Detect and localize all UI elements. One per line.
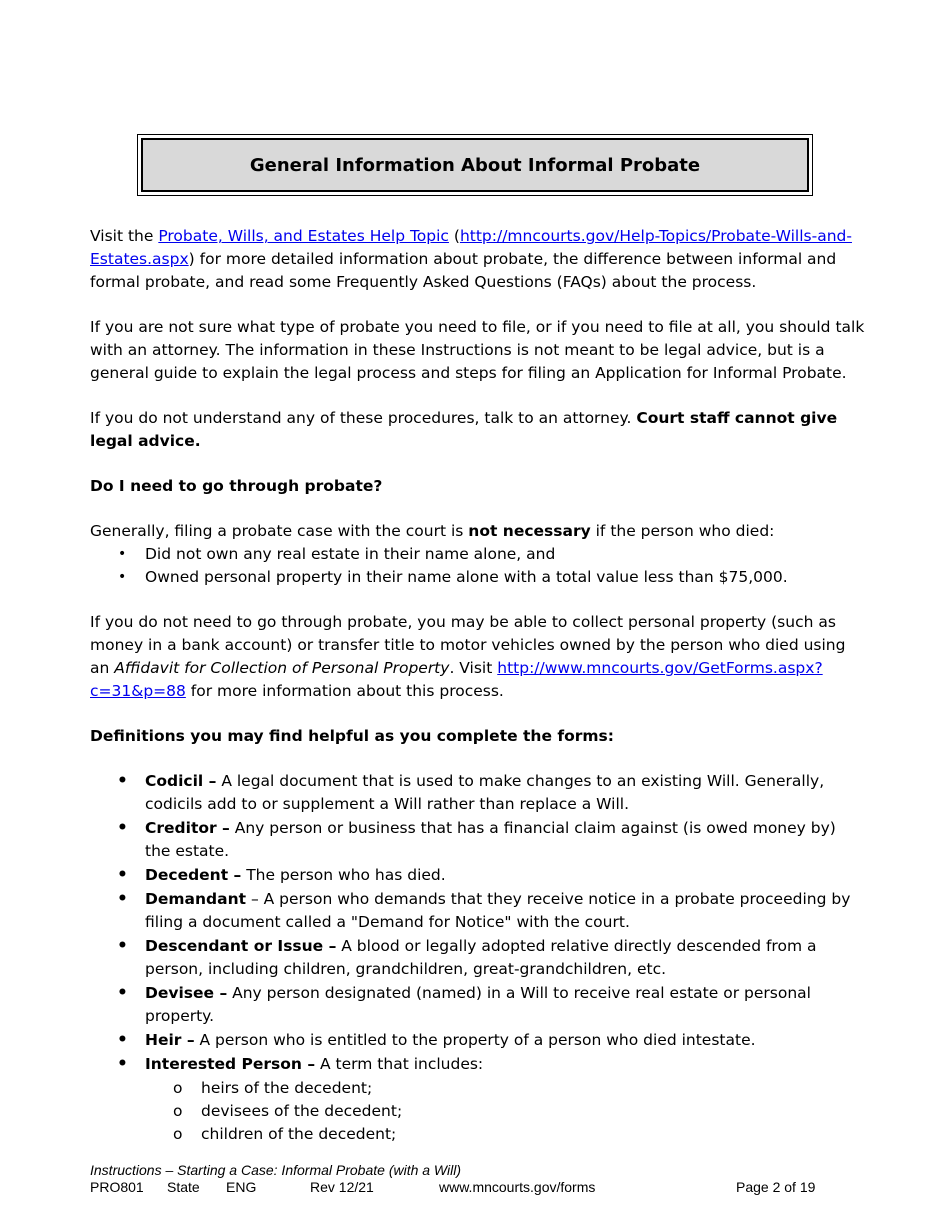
definition-text: – A person who demands that they receive notice in a probate proceeding by filing a document called a "Demand for Notice" with the court. (145, 890, 851, 931)
bullet-icon: • (118, 546, 127, 562)
definition-term: Devisee – (145, 984, 228, 1002)
definition-item (90, 1053, 865, 1076)
affidavit-pre: If you do not need to go through probate, you may be able to collect personal property (such as money in a bank account) or transfer title to motor vehicles owned by the person who died using an (90, 613, 846, 677)
definition-term: Interested Person – (145, 1055, 316, 1073)
list-item (90, 566, 865, 589)
definition-item (90, 935, 865, 981)
attorney-paragraph: If you are not sure what type of probate you need to file, or if you need to file at all, you should talk with an attorney. The information in these Instructions is not meant to be legal advice, but is a general guide to explain the legal process and steps for filing an Application for Informal Probate. (90, 318, 865, 382)
definitions-list (90, 770, 865, 1076)
need-bullet-list (90, 543, 865, 589)
heading-need-probate (90, 475, 865, 498)
content (90, 225, 865, 1146)
footer-meta (90, 1179, 870, 1197)
affidavit-post: for more information about this process. (185, 682, 504, 700)
definition-text: Any person designated (named) in a Will to receive real estate or personal property. (145, 984, 811, 1025)
footer-revision: Rev 12/21 (310, 1179, 374, 1195)
help-topic-url-link[interactable]: http://mncourts.gov/Help-Topics/Probate-Wills-and-Estates.aspx (90, 227, 852, 268)
bullet-icon: • (117, 771, 128, 791)
bullet-icon: • (117, 889, 128, 909)
footer-instructions-title: Instructions – Starting a Case: Informal Probate (with a Will) (90, 1162, 462, 1178)
definition-item (90, 982, 865, 1028)
list-item-text: Did not own any real estate in their name alone, and (145, 545, 556, 563)
sub-list-item-text: devisees of the decedent; (201, 1102, 403, 1120)
heading-definitions (90, 725, 865, 748)
generally-paragraph (90, 520, 865, 543)
bullet-icon: • (117, 983, 128, 1003)
definition-term: Decedent – (145, 866, 242, 884)
heading-need-text: Do I need to go through probate? (90, 477, 383, 495)
bullet-icon: • (118, 569, 127, 585)
page-footer (90, 1162, 870, 1197)
heading-definitions-text: Definitions you may find helpful as you complete the forms: (90, 727, 614, 745)
hollow-bullet-icon: o (173, 1079, 183, 1097)
definition-term: Creditor – (145, 819, 230, 837)
definition-text: A term that includes: (315, 1055, 484, 1073)
sub-list-item (90, 1100, 865, 1123)
bullet-icon: • (117, 1054, 128, 1074)
sub-list-item (90, 1077, 865, 1100)
hollow-bullet-icon: o (173, 1102, 183, 1120)
definition-term: Heir – (145, 1031, 195, 1049)
definition-item (90, 888, 865, 934)
page-title: General Information About Informal Probate (141, 138, 809, 192)
intro-rest: ) for more detailed information about probate, the difference between informal and formal probate, and read some Frequently Asked Questions (FAQs) about the process. (90, 250, 837, 291)
list-item (90, 543, 865, 566)
sub-list-item (90, 1123, 865, 1146)
affidavit-paragraph (90, 611, 865, 703)
definition-item (90, 864, 865, 887)
bullet-icon: • (117, 818, 128, 838)
understand-paragraph (90, 407, 865, 453)
definition-item (90, 1029, 865, 1052)
understand-text: If you do not understand any of these procedures, talk to an attorney. (90, 409, 637, 427)
generally-pre: Generally, filing a probate case with the court is (90, 522, 469, 540)
footer-state: State (167, 1179, 200, 1195)
intro-paren: ( (448, 227, 460, 245)
sub-list-item-text: children of the decedent; (201, 1125, 397, 1143)
footer-language: ENG (226, 1179, 257, 1195)
definition-text: Any person or business that has a financial claim against (is owed money by) the estate. (145, 819, 836, 860)
generally-post: if the person who died: (590, 522, 775, 540)
footer-page-number: Page 2 of 19 (736, 1179, 816, 1195)
sub-list-item-text: heirs of the decedent; (201, 1079, 373, 1097)
generally-bold: not necessary (468, 522, 591, 540)
bullet-icon: • (117, 1030, 128, 1050)
affidavit-mid: . Visit (449, 659, 498, 677)
getforms-link[interactable]: http://www.mncourts.gov/GetForms.aspx?c=31&p=88 (90, 659, 823, 700)
list-item-text: Owned personal property in their name alone with a total value less than $75,000. (145, 568, 788, 586)
title-box (137, 134, 813, 196)
bullet-icon: • (117, 865, 128, 885)
definition-term: Demandant (145, 890, 247, 908)
footer-form-number: PRO801 (90, 1179, 144, 1195)
definition-text: A legal document that is used to make changes to an existing Will. Generally, codicils add to or supplement a Will rather than replace a Will. (145, 772, 825, 813)
definition-text: The person who has died. (241, 866, 446, 884)
definition-text: A person who is entitled to the property of a person who died intestate. (194, 1031, 756, 1049)
interested-person-sublist (90, 1077, 865, 1146)
intro-paragraph (90, 225, 865, 294)
definition-text: A blood or legally adopted relative directly descended from a person, including children, grandchildren, great-grandchildren, etc. (145, 937, 817, 978)
definition-item (90, 817, 865, 863)
bullet-icon: • (117, 936, 128, 956)
definition-term: Descendant or Issue – (145, 937, 337, 955)
definition-term: Codicil – (145, 772, 217, 790)
intro-text: Visit the (90, 227, 159, 245)
footer-website: www.mncourts.gov/forms (439, 1179, 596, 1195)
affidavit-form-name: Affidavit for Collection of Personal Property (114, 659, 450, 677)
hollow-bullet-icon: o (173, 1125, 183, 1143)
staff-warning: Court staff cannot give legal advice. (90, 409, 838, 450)
definition-item (90, 770, 865, 816)
help-topic-link[interactable]: Probate, Wills, and Estates Help Topic (158, 227, 449, 245)
